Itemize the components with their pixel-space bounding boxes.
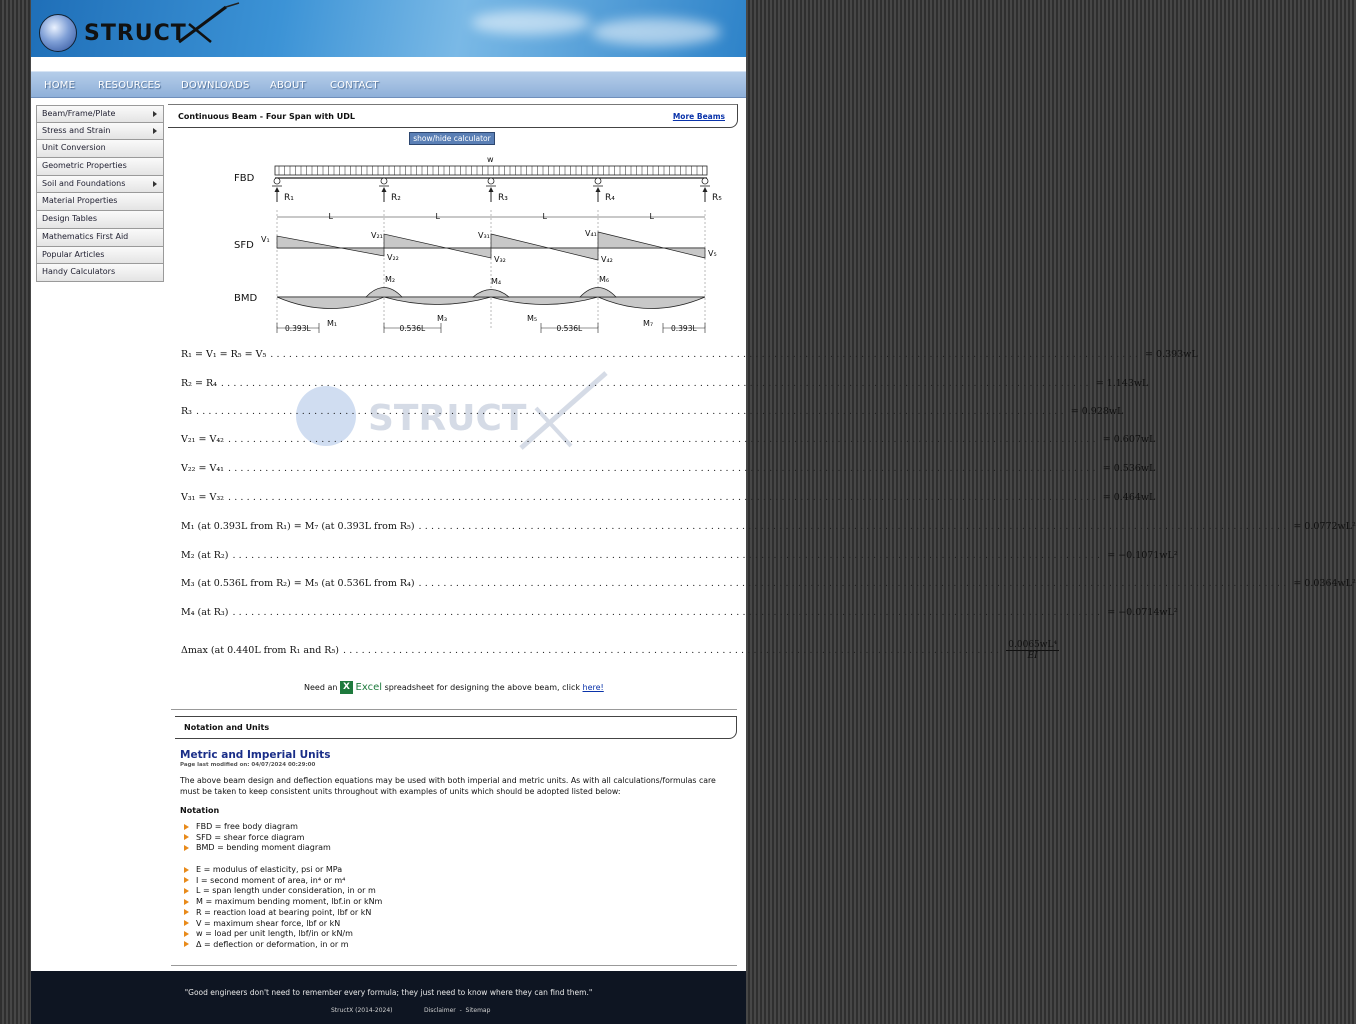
- notation-item: [184, 929, 353, 938]
- shear-label: V₅: [708, 249, 717, 258]
- sidebar-item-label: Stress and Strain: [42, 125, 111, 135]
- formula-rhs: = 0.928wL: [1070, 405, 1124, 417]
- formula-rhs: = −0.0714wL²: [1107, 606, 1178, 618]
- deflection-numerator: 0.0065wL⁴: [1008, 639, 1058, 650]
- formula-lhs: R₁ = V₁ = R₅ = V₅: [181, 348, 267, 360]
- excel-brand: Excel: [355, 682, 383, 693]
- formula-lhs: M₃ (at 0.536L from R₂) = M₅ (at 0.536L from R₄): [181, 577, 415, 589]
- load-label: w: [487, 155, 494, 164]
- formula-row: [181, 491, 1156, 503]
- formula-rhs: = 0.0364wL²: [1293, 577, 1356, 589]
- sfd-segment: [277, 236, 384, 256]
- span-label: L: [435, 212, 440, 221]
- sidebar-item[interactable]: [36, 247, 164, 265]
- formula-lhs: V₂₂ = V₄₁: [181, 462, 224, 474]
- bmd-support-moment: [366, 288, 402, 298]
- reaction-label: R₂: [391, 193, 401, 203]
- formula-row: [181, 405, 1124, 417]
- bmd-span-curve: [277, 297, 384, 309]
- span-label: L: [328, 212, 333, 221]
- sidebar-item-label: Design Tables: [42, 214, 98, 224]
- logo-badge-icon[interactable]: [39, 14, 77, 52]
- moment-label: M₇: [643, 319, 654, 328]
- pin-support-icon: [274, 178, 280, 184]
- leader-dots: ............................................................................................................................................: [232, 549, 1104, 561]
- reaction-arrowhead: [275, 187, 280, 192]
- submenu-arrow-icon: [153, 111, 157, 117]
- shear-label: V₃₂: [494, 255, 506, 264]
- moment-label: M₄: [491, 277, 502, 286]
- formula-lhs: M₂ (at R₂): [181, 549, 229, 561]
- bullet-arrow-icon: [184, 920, 189, 926]
- sfd-segment: [384, 234, 491, 258]
- formula-row: [181, 377, 1149, 389]
- formula-lhs: V₂₁ = V₄₂: [181, 433, 224, 445]
- leader-dots: ............................................................................................................................................: [418, 520, 1290, 532]
- notation-text: Δ = deflection or deformation, in or m: [196, 939, 349, 949]
- formula-row: [181, 606, 1178, 618]
- divider: [171, 965, 737, 966]
- bullet-arrow-icon: [184, 845, 189, 851]
- footer-copyright: StructX (2014-2024): [331, 1007, 393, 1014]
- bullet-arrow-icon: [184, 877, 189, 883]
- divider: [171, 709, 737, 710]
- sitemap-link[interactable]: Sitemap: [465, 1007, 491, 1014]
- leader-dots: ............................................................................................................................................: [195, 405, 1067, 417]
- formula-lhs: V₃₁ = V₃₂: [181, 491, 224, 503]
- formula-rhs: = 0.607wL: [1102, 433, 1156, 445]
- footer-link-separator: -: [457, 1007, 466, 1014]
- pin-support-icon: [702, 178, 708, 184]
- page: [31, 0, 1356, 1024]
- submenu-arrow-icon: [153, 181, 157, 187]
- sidebar-item-label: Popular Articles: [42, 249, 105, 259]
- sidebar-item-label: Unit Conversion: [42, 143, 106, 153]
- bullet-arrow-icon: [184, 909, 189, 915]
- sidebar-item-label: Soil and Foundations: [42, 178, 126, 188]
- submenu-arrow-icon: [153, 128, 157, 134]
- formula-row: [181, 520, 1356, 532]
- bullet-arrow-icon: [184, 867, 189, 873]
- banner-cloud: [471, 10, 591, 35]
- notation-text: I = second moment of area, in⁴ or m⁴: [196, 875, 346, 885]
- leader-dots: ............................................................................................................................................: [227, 433, 1099, 445]
- excel-download-link[interactable]: here!: [582, 683, 604, 692]
- formula-lhs: M₄ (at R₃): [181, 606, 229, 618]
- leader-dots: ............................................................................................................................................: [227, 491, 1099, 503]
- sfd-label: SFD: [234, 240, 254, 251]
- formula-rhs: = 0.464wL: [1102, 491, 1156, 503]
- footer-links: [424, 1007, 490, 1014]
- shear-label: V₄₂: [601, 255, 613, 264]
- notation-text: E = modulus of elasticity, psi or MPa: [196, 865, 343, 874]
- formula-rhs: = 1.143wL: [1095, 377, 1149, 389]
- dimension-label: 0.536L: [399, 324, 426, 333]
- span-label: L: [542, 212, 547, 221]
- sidebar-item[interactable]: [36, 158, 164, 176]
- moment-label: M₆: [599, 275, 610, 284]
- sidebar-menu: [36, 105, 164, 282]
- notation-item: [184, 833, 304, 842]
- bullet-arrow-icon: [184, 941, 189, 947]
- excel-icon: X: [340, 681, 353, 694]
- units-paragraph: The above beam design and deflection equations may be used with both imperial and metric units. As with all calculations/formulas care must be taken to keep consistent units throughout with examples of units which should be adopted listed below:: [180, 776, 716, 796]
- reaction-label: R₁: [284, 193, 294, 203]
- content-title-bar: [168, 104, 738, 128]
- shear-label: V₃₁: [478, 231, 490, 240]
- sidebar-item[interactable]: [36, 176, 164, 194]
- bullet-arrow-icon: [184, 899, 189, 905]
- reaction-arrowhead: [596, 187, 601, 192]
- sidebar-item-label: Geometric Properties: [42, 161, 127, 171]
- notation-heading: Notation: [180, 806, 220, 815]
- sidebar-item[interactable]: [36, 105, 164, 123]
- formula-row: [181, 433, 1156, 445]
- bmd-support-moment: [580, 288, 616, 298]
- notation-item: [184, 843, 331, 852]
- shear-label: V₁: [261, 235, 270, 244]
- notation-bar-title: Notation and Units: [184, 723, 270, 732]
- bmd-label: BMD: [234, 293, 258, 304]
- reaction-label: R₅: [712, 193, 722, 203]
- bmd-support-moment: [473, 290, 509, 298]
- moment-label: M₅: [527, 314, 538, 323]
- svg-text:STRUCT: STRUCT: [368, 398, 527, 439]
- notation-item: [184, 940, 349, 949]
- header-banner: [31, 0, 746, 57]
- formula-rhs: = 0.536wL: [1102, 462, 1156, 474]
- beam-diagram: [199, 150, 729, 340]
- bmd-span-curve: [384, 297, 491, 305]
- span-label: L: [649, 212, 654, 221]
- deflection-formula: [181, 638, 1058, 662]
- formula-row: [181, 462, 1156, 474]
- reaction-label: R₃: [498, 193, 508, 203]
- formula-row: [181, 577, 1356, 589]
- nav-contact[interactable]: CONTACT: [330, 80, 379, 91]
- deflection-fraction: [1006, 640, 1059, 661]
- logo-x-mark-icon: [171, 2, 241, 47]
- sfd-segment: [598, 232, 705, 258]
- leader-dots: ..........................................................................................................: [342, 644, 1003, 656]
- notation-text: M = maximum bending moment, lbf.in or kNm: [196, 897, 383, 907]
- notation-text: BMD = bending moment diagram: [196, 843, 331, 853]
- excel-promo: [304, 681, 604, 694]
- formula-rhs: = −0.1071wL²: [1107, 549, 1178, 561]
- notation-title-bar: [175, 716, 737, 739]
- pin-support-icon: [595, 178, 601, 184]
- leader-dots: ............................................................................................................................................: [220, 377, 1092, 389]
- main-nav: [31, 71, 746, 98]
- moment-label: M₁: [327, 319, 338, 328]
- leader-dots: ............................................................................................................................................: [270, 348, 1142, 360]
- reaction-arrowhead: [703, 187, 708, 192]
- sidebar-item[interactable]: [36, 264, 164, 282]
- sidebar-item[interactable]: [36, 140, 164, 158]
- notation-text: L = span length under consideration, in or m: [196, 886, 376, 896]
- formula-lhs: R₂ = R₄: [181, 377, 217, 389]
- notation-item: [184, 908, 371, 917]
- moment-label: M₃: [437, 314, 448, 323]
- dimension-label: 0.393L: [285, 324, 311, 333]
- bullet-arrow-icon: [184, 888, 189, 894]
- formula-row: [181, 549, 1178, 561]
- dimension-label: 0.536L: [556, 324, 583, 333]
- leader-dots: ............................................................................................................................................: [418, 577, 1290, 589]
- bullet-arrow-icon: [184, 931, 189, 937]
- notation-item: [184, 876, 345, 885]
- shear-label: V₂₁: [371, 231, 383, 240]
- notation-text: FBD = free body diagram: [196, 822, 298, 831]
- shear-label: V₄₁: [585, 229, 597, 238]
- banner-cloud: [591, 18, 721, 46]
- notation-text: w = load per unit length, lbf/in or kN/m: [196, 929, 353, 939]
- moment-label: M₂: [385, 275, 396, 284]
- leader-dots: ............................................................................................................................................: [232, 606, 1104, 618]
- formula-lhs: R₃: [181, 405, 192, 417]
- sidebar-item-label: Mathematics First Aid: [42, 231, 129, 241]
- site-logo-text[interactable]: STRUCT: [84, 21, 187, 46]
- formula-row: [181, 348, 1198, 360]
- nav-downloads[interactable]: DOWNLOADS: [181, 80, 250, 91]
- notation-text: V = maximum shear force, lbf or kN: [196, 918, 341, 928]
- sidebar-item-label: Beam/Frame/Plate: [42, 109, 116, 118]
- bmd-span-curve: [598, 297, 705, 309]
- notation-text: SFD = shear force diagram: [196, 832, 305, 842]
- notation-text: R = reaction load at bearing point, lbf or kN: [196, 907, 372, 917]
- formula-rhs: = 0.0772wL²: [1293, 520, 1356, 532]
- notation-item: [184, 822, 298, 831]
- pin-support-icon: [488, 178, 494, 184]
- shear-label: V₂₂: [387, 253, 399, 262]
- nav-resources[interactable]: RESOURCES: [98, 80, 161, 91]
- notation-item: [184, 886, 376, 895]
- more-beams-link[interactable]: More Beams: [672, 112, 725, 121]
- notation-item: [184, 919, 340, 928]
- bmd-span-curve: [491, 297, 598, 305]
- formula-lhs: M₁ (at 0.393L from R₁) = M₇ (at 0.393L from R₅): [181, 520, 415, 532]
- reaction-arrowhead: [382, 187, 387, 192]
- sidebar-item[interactable]: [36, 211, 164, 229]
- bullet-arrow-icon: [184, 834, 189, 840]
- page-title: Continuous Beam - Four Span with UDL: [178, 112, 356, 121]
- formula-lhs: Δmax (at 0.440L from R₁ and R₅): [181, 644, 339, 656]
- last-modified: Page last modified on: 04/07/2024 00:29:00: [180, 762, 316, 768]
- footer: [31, 971, 746, 1024]
- dimension-label: 0.393L: [671, 324, 697, 333]
- sidebar-item[interactable]: [36, 193, 164, 211]
- disclaimer-link[interactable]: Disclaimer: [424, 1007, 456, 1014]
- sfd-segment: [491, 234, 598, 260]
- footer-quote: "Good engineers don't need to remember every formula; they just need to know where they can find them.": [184, 988, 593, 997]
- pin-support-icon: [381, 178, 387, 184]
- toggle-calculator-button[interactable]: show/hide calculator: [409, 132, 495, 145]
- formula-rhs: = 0.393wL: [1145, 348, 1198, 360]
- reaction-arrowhead: [489, 187, 494, 192]
- notation-item: [184, 865, 342, 874]
- sidebar-item-label: Handy Calculators: [42, 267, 116, 277]
- notation-item: [184, 897, 382, 906]
- sidebar-item-label: Material Properties: [42, 196, 118, 206]
- nav-home[interactable]: HOME: [44, 80, 76, 91]
- excel-prefix: Need an: [304, 683, 338, 692]
- sidebar-item[interactable]: [36, 123, 164, 141]
- sidebar-item[interactable]: [36, 229, 164, 247]
- fbd-label: FBD: [234, 173, 255, 184]
- bullet-arrow-icon: [184, 824, 189, 830]
- nav-about[interactable]: ABOUT: [270, 80, 306, 91]
- deflection-denominator: EI: [1027, 650, 1038, 661]
- reaction-label: R₄: [605, 193, 615, 203]
- leader-dots: ............................................................................................................................................: [227, 462, 1099, 474]
- units-heading: Metric and Imperial Units: [180, 749, 331, 761]
- excel-suffix: spreadsheet for designing the above beam, click: [384, 683, 580, 692]
